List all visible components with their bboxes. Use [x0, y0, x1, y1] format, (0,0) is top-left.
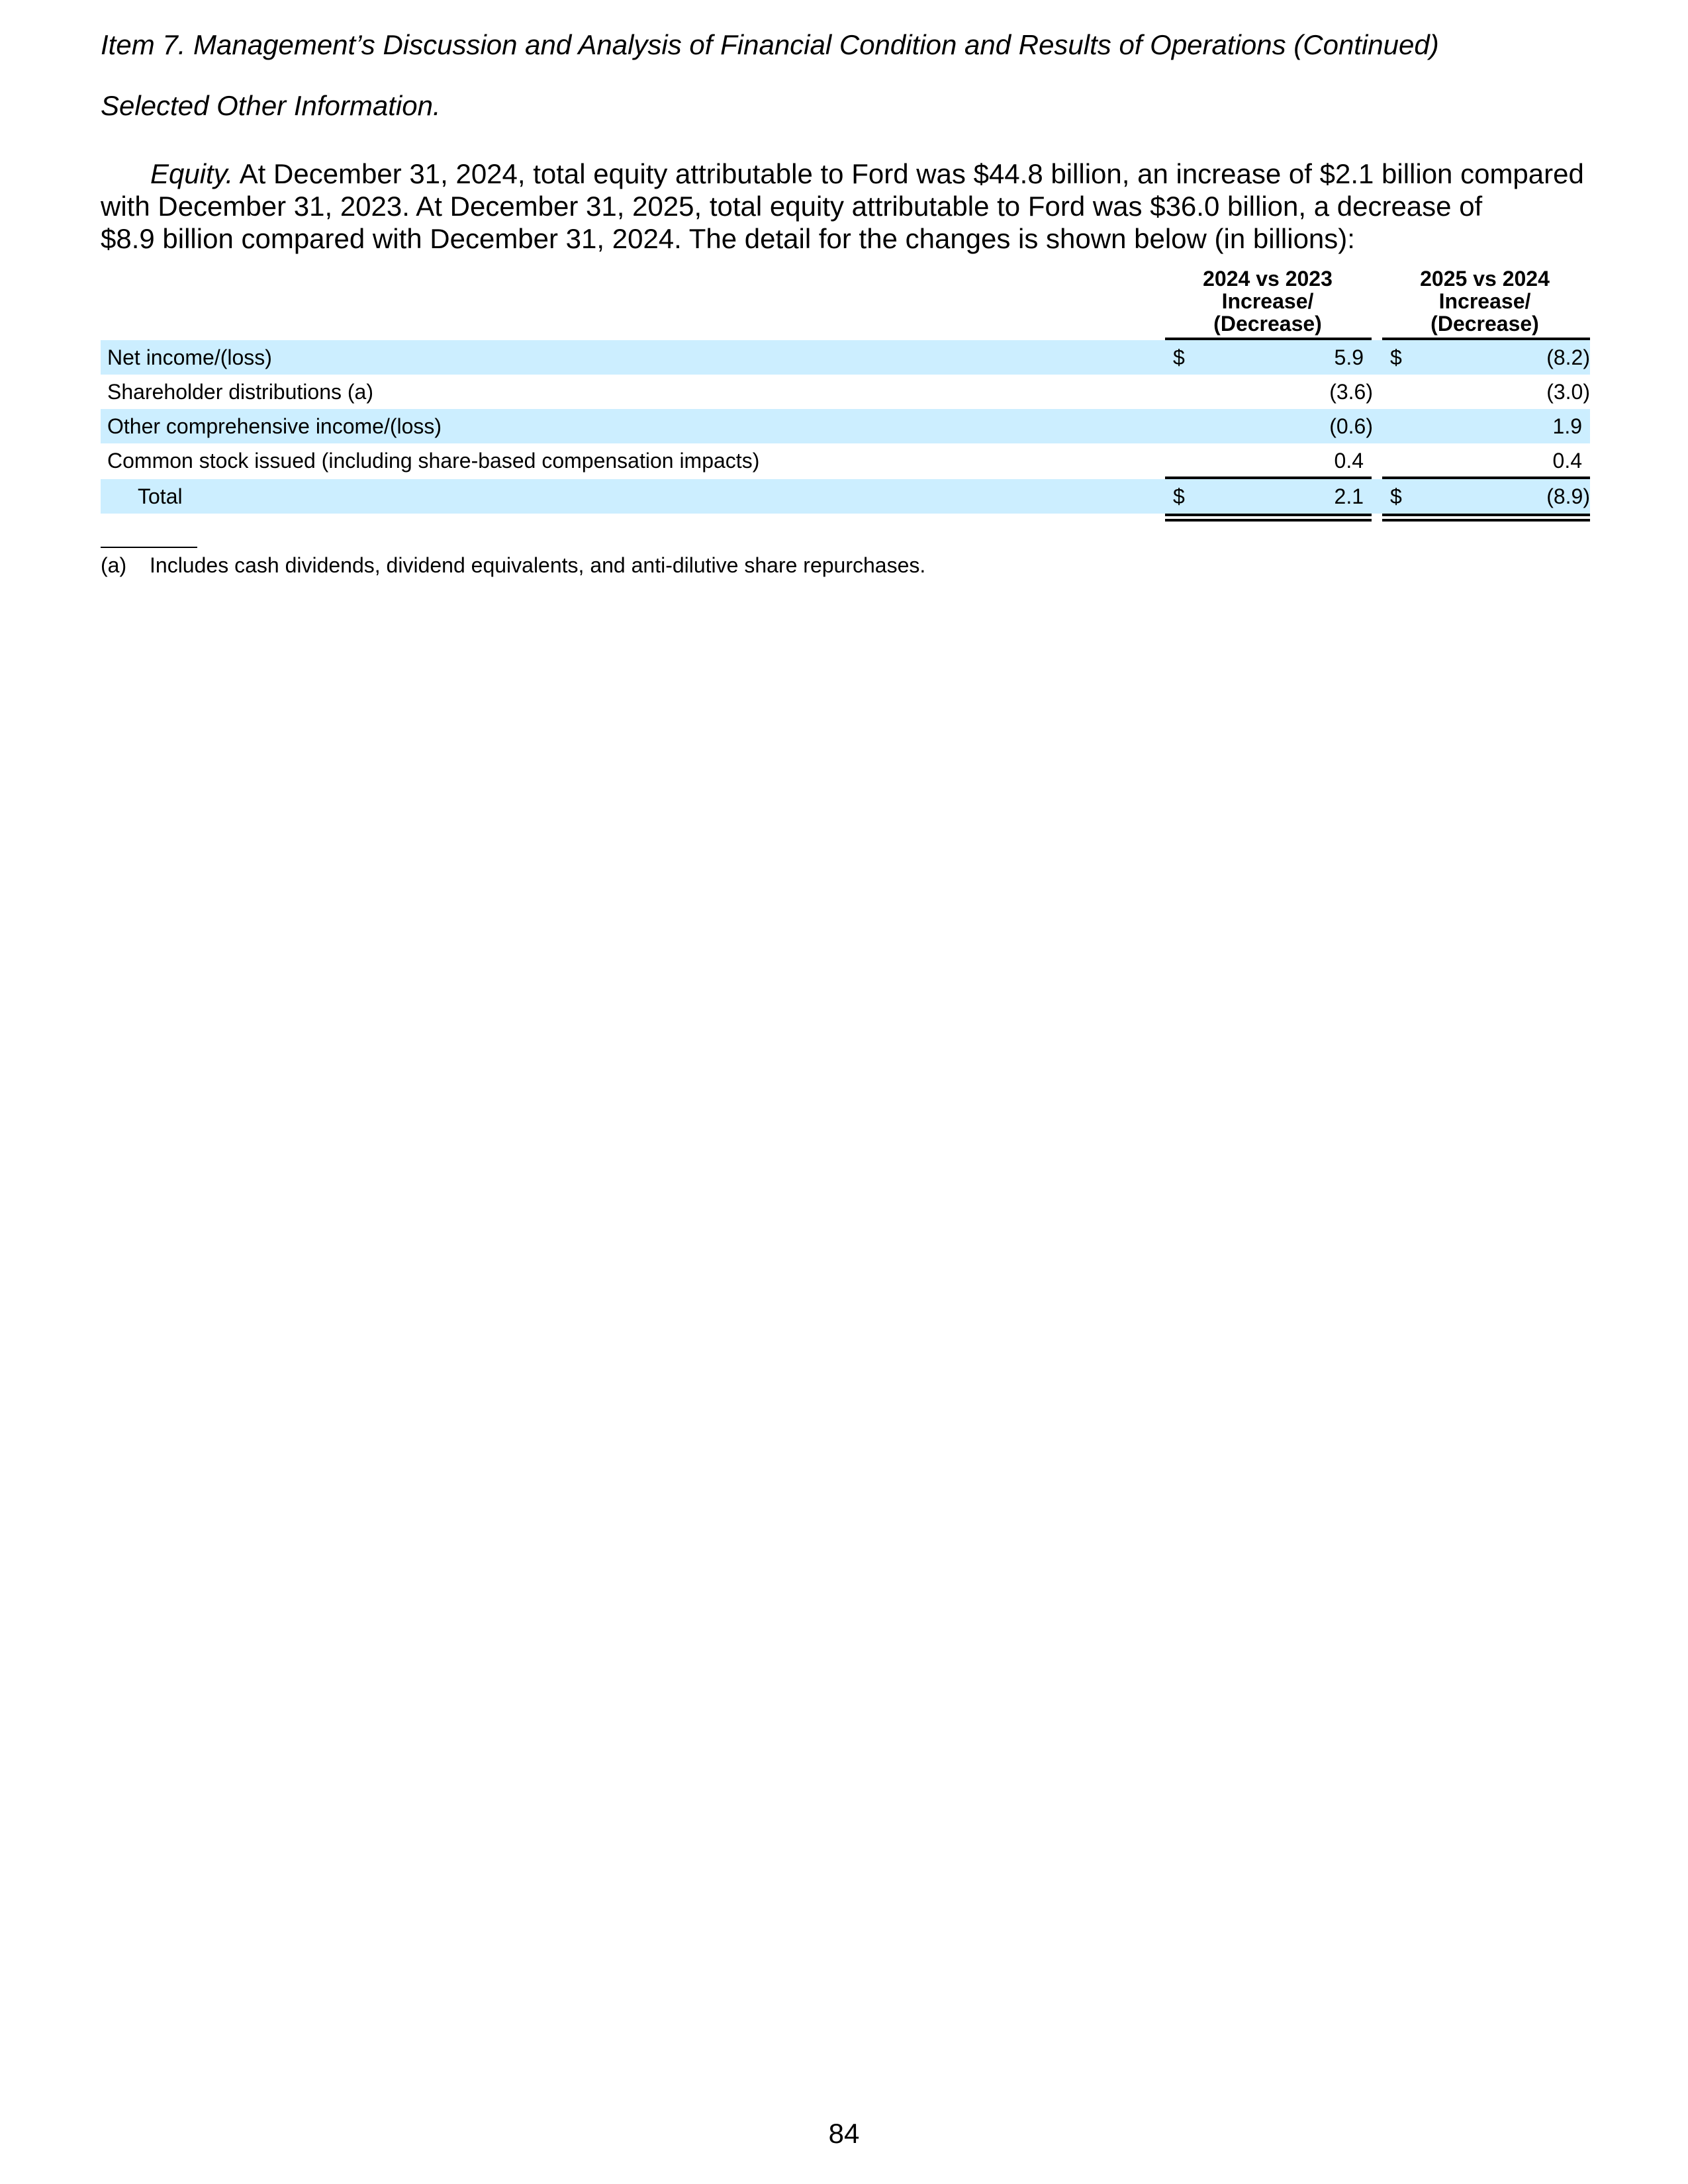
paragraph-line-3: $8.9 billion compared with December 31, 2024. The detail for the changes is shown below (in billions): [101, 223, 1355, 254]
row-label: Other comprehensive income/(loss) [107, 414, 442, 438]
table-row-net-income [101, 340, 1590, 375]
currency-symbol: $ [1173, 345, 1185, 369]
column-header-line: 2024 vs 2023 [1203, 267, 1333, 291]
value-2024-vs-2023: 5.9 [1334, 345, 1364, 369]
page-number: 84 [828, 2118, 860, 2149]
row-label: Total [138, 484, 183, 508]
column-header-2024-vs-2023 [1165, 267, 1370, 335]
total-double-rule-1b [1165, 519, 1372, 522]
column-header-line: Increase/ [1438, 289, 1531, 313]
footnote-marker: (a) [101, 553, 127, 577]
paragraph-line-2: with December 31, 2023. At December 31, 2025, total equity attributable to Ford was $36.0 billion, a decrease of [101, 191, 1483, 222]
row-label: Net income/(loss) [107, 345, 272, 369]
item-header: Item 7. Management’s Discussion and Analysis of Financial Condition and Results of Operations (Continued) [101, 29, 1439, 60]
currency-symbol: $ [1390, 345, 1402, 369]
table-row-common-stock-issued [101, 443, 1590, 478]
column-header-line: (Decrease) [1213, 312, 1322, 336]
equity-paragraph [101, 158, 1597, 255]
value-2025-vs-2024: 1.9 [1552, 414, 1582, 438]
column-header-line: Increase/ [1221, 289, 1314, 313]
currency-symbol: $ [1390, 484, 1402, 508]
table-row-other-comprehensive-income [101, 409, 1590, 443]
paragraph-lead: Equity. [150, 158, 234, 189]
paragraph-line-1 [101, 158, 1597, 190]
column-header-line: 2025 vs 2024 [1420, 267, 1550, 291]
footnote-separator [101, 547, 197, 548]
value-2024-vs-2023: (3.6) [1329, 380, 1373, 404]
paragraph-line-1-text: At December 31, 2024, total equity attributable to Ford was $44.8 billion, an increase of $2.1 billion compared [233, 158, 1584, 189]
table-row-total [101, 479, 1590, 514]
total-double-rule-2a [1382, 514, 1590, 516]
value-2025-vs-2024: (3.0) [1546, 380, 1590, 404]
total-double-rule-2b [1382, 519, 1590, 522]
value-2024-vs-2023: (0.6) [1329, 414, 1373, 438]
currency-symbol: $ [1173, 484, 1185, 508]
footnote-a [101, 552, 925, 578]
value-2024-vs-2023: 0.4 [1334, 449, 1364, 473]
footnote-text: Includes cash dividends, dividend equivalents, and anti-dilutive share repurchases. [150, 553, 926, 577]
value-2025-vs-2024: (8.2) [1546, 345, 1590, 369]
table-row-shareholder-distributions [101, 375, 1590, 409]
row-label: Common stock issued (including share-based compensation impacts) [107, 449, 760, 473]
value-2025-vs-2024: (8.9) [1546, 484, 1590, 508]
total-double-rule-1a [1165, 514, 1372, 516]
value-2025-vs-2024: 0.4 [1552, 449, 1582, 473]
column-header-2025-vs-2024 [1382, 267, 1587, 335]
column-header-line: (Decrease) [1430, 312, 1539, 336]
row-label: Shareholder distributions (a) [107, 380, 373, 404]
value-2024-vs-2023: 2.1 [1334, 484, 1364, 508]
section-title: Selected Other Information. [101, 90, 441, 121]
